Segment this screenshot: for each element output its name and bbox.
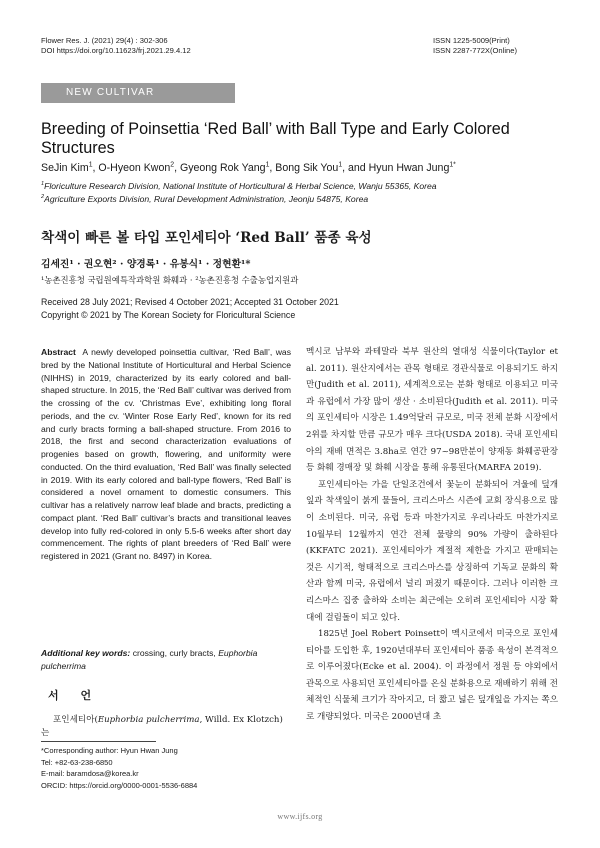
article-dates: Received 28 July 2021; Revised 4 October 2021; Accepted 31 October 2021: [41, 297, 339, 307]
intro-paragraph: 포인세티아는 가을 단일조건에서 꽃눈이 분화되어 겨울에 덮개잎과 착색잎이 붉게 물들어, 크리스마스 시즌에 교회 장식용으로 많이 소비된다. 미국, 유럽 등과 마찬가지로 우리나라도 마찬가지로 10월부터 12월까지 연간 전체 물량의 90% 가량이 출하된다(KKFATC 2021). 포인세티아가 계절적 제한을 가지고 판매되는 것은 시기적, 형태적으로 크리스마스를 상징하여 기독교 문화의 확산과 함께 미국, 유럽에서 널리 퍼졌기 때문이다. 그러나 이러한 크리스마스 집중 출하와 소비는 최근에는 오히려 포인세티아 시장 확대에 걸림돌이 되고 있다.: [306, 479, 558, 623]
journal-citation: Flower Res. J. (2021) 29(4) : 302-306: [41, 36, 168, 45]
copyright: Copyright © 2021 by The Korean Society for Floricultural Science: [41, 310, 296, 320]
corresponding-author: *Corresponding author: Hyun Hwan Jung: [41, 746, 178, 755]
correspondence-block: [41, 745, 291, 791]
affiliation-2: $^2$Agriculture Exports Division, Rural Development Administration, Jeonju 54875, Korea: [41, 194, 369, 204]
corresponding-email[interactable]: E-mail: baramdosa@korea.kr: [41, 769, 139, 779]
footer-website[interactable]: www.ijfs.org: [277, 812, 323, 821]
author: SeJin Kim$^1$: [41, 161, 93, 174]
abstract-label: Abstract: [41, 347, 76, 357]
keywords-label: Additional key words:: [41, 648, 131, 658]
doi-line: DOI https://doi.org/10.11623/frj.2021.29.4.12: [41, 46, 191, 55]
section-heading-introduction: 서 언: [48, 689, 101, 702]
article-type-banner: NEW CULTIVAR INTRODUCTION: [41, 83, 235, 103]
intro-first-line: 포인세티아(Euphorbia pulcherrima, Willd. Ex Klotzch)는: [41, 715, 283, 738]
abstract-text: A newly developed poinsettia cultivar, ‘Red Ball’, was bred by the National Institute of Horticultural and Herbal Science (NIHHS) in 2019, characterized by its early colored and ball-shaped structure. In 2015, the ‘Red Ball’ cultivar was derived from the crossing of the cv. ‘Christmas Eve’, exhibiting long floral periods, and the cv. ‘Winter Rose Early Red’, known for its red and curly bracts forming a ball-shaped structure. From 2016 to 2018, the first and second characterization evaluations of progenies based on growth, flowering, and uniformity were conducted. On the third evaluation, ‘Red Ball’ was finally selected in 2019. With its early colored and ball-type flowers, ‘Red Ball’ is considered a novel ornament to domestic consumers. This cultivar has a relatively narrow leaf blade and bracts, predicting a compact plant. ‘Red Ball’ cultivar’s bracts and transitional leaves develop into fully red-colored in only 5.5-6 weeks after short day commencement. The rights of plant breeders of ‘Red Ball’ were registered in 2021 (Grant no. 8497) in Korea.: [41, 347, 291, 561]
intro-paragraph: 멕시코 남부와 과테말라 북부 원산의 열대성 식물이다(Taylor et al. 2011). 원산지에서는 관목 형태로 경관식물로 이용되기도 하지만(Judith et al. 2011), 세계적으로는 분화 형태로 이용되고 미국과 유럽에서 가장 많이 생산 · 소비된다(Judith et al. 2011). 미국의 포인세티아 시장은 1.49억달러 규모로, 미국 전체 분화 시장에서 2위를 차지할 만큼 규모가 매우 크다(USDA 2018). 국내 포인세티아의 재배 면적은 3.8ha로 연간 97~98만분이 양재동 화훼공판장 등 화훼 경매장 및 화훼 시장을 통해 유통된다(MARFA 2019).: [306, 347, 558, 474]
keywords: Additional key words: crossing, curly bracts, Euphorbia pulcherrima: [41, 648, 258, 671]
author: Bong Sik You$^1$: [275, 161, 343, 174]
korean-title: 착색이 빠른 볼 타입 포인세티아 ‘Red Ball’ 품종 육성: [41, 230, 372, 246]
affiliation-1: $^1$Floriculture Research Division, National Institute of Horticultural & Herbal Science, Wanju 55365, Korea: [41, 181, 437, 191]
intro-body-right: [306, 344, 558, 726]
issn-print: ISSN 1225-5009(Print): [433, 36, 510, 45]
korean-affiliations: ¹농촌진흥청 국립원예특작과학원 화훼과 · ²농촌진흥청 수출농업지원과: [41, 275, 299, 285]
intro-paragraph: 1825년 Joel Robert Poinsett이 멕시코에서 미국으로 포인세티아를 도입한 후, 1920년대부터 포인세티아 품종 육성이 본격적으로 이루어졌다(Ecke et al. 2004). 이 과정에서 정원 등 야외에서 관목으로 사용되던 포인세티아를 온실 분화용으로 재배하기 위해 전체적인 식물체 크기가 작아지고, 더 짧고 넓은 덮개잎을 가지는 쪽으로 개량되었다. 미국은 2000년대 초: [306, 629, 558, 723]
author: O-Hyeon Kwon$^2$: [98, 161, 175, 174]
author-list: SeJin Kim$^1$, O-Hyeon Kwon$^2$, Gyeong Rok Yang$^1$, Bong Sik You$^1$, and Hyun Hwan Jung$^{1*}$: [41, 161, 456, 174]
abstract: [41, 346, 291, 563]
keyword-species: Euphorbia pulcherrima: [41, 648, 258, 671]
paper-title: Breeding of Poinsettia ‘Red Ball’ with Ball Type and Early Colored Structures: [41, 120, 510, 157]
issn-online: ISSN 2287-772X(Online): [433, 46, 517, 55]
footnote-divider: [41, 741, 156, 742]
corresponding-tel: Tel: +82-63-238-6850: [41, 757, 113, 767]
corresponding-orcid[interactable]: ORCID: https://orcid.org/0000-0001-5536-6884: [41, 780, 198, 790]
korean-author-list: 김세진¹ · 권오현² · 양경록¹ · 유봉식¹ · 정현환¹*: [41, 259, 251, 270]
author: Hyun Hwan Jung$^{1*}$: [368, 161, 456, 174]
author: Gyeong Rok Yang$^1$: [179, 161, 270, 174]
